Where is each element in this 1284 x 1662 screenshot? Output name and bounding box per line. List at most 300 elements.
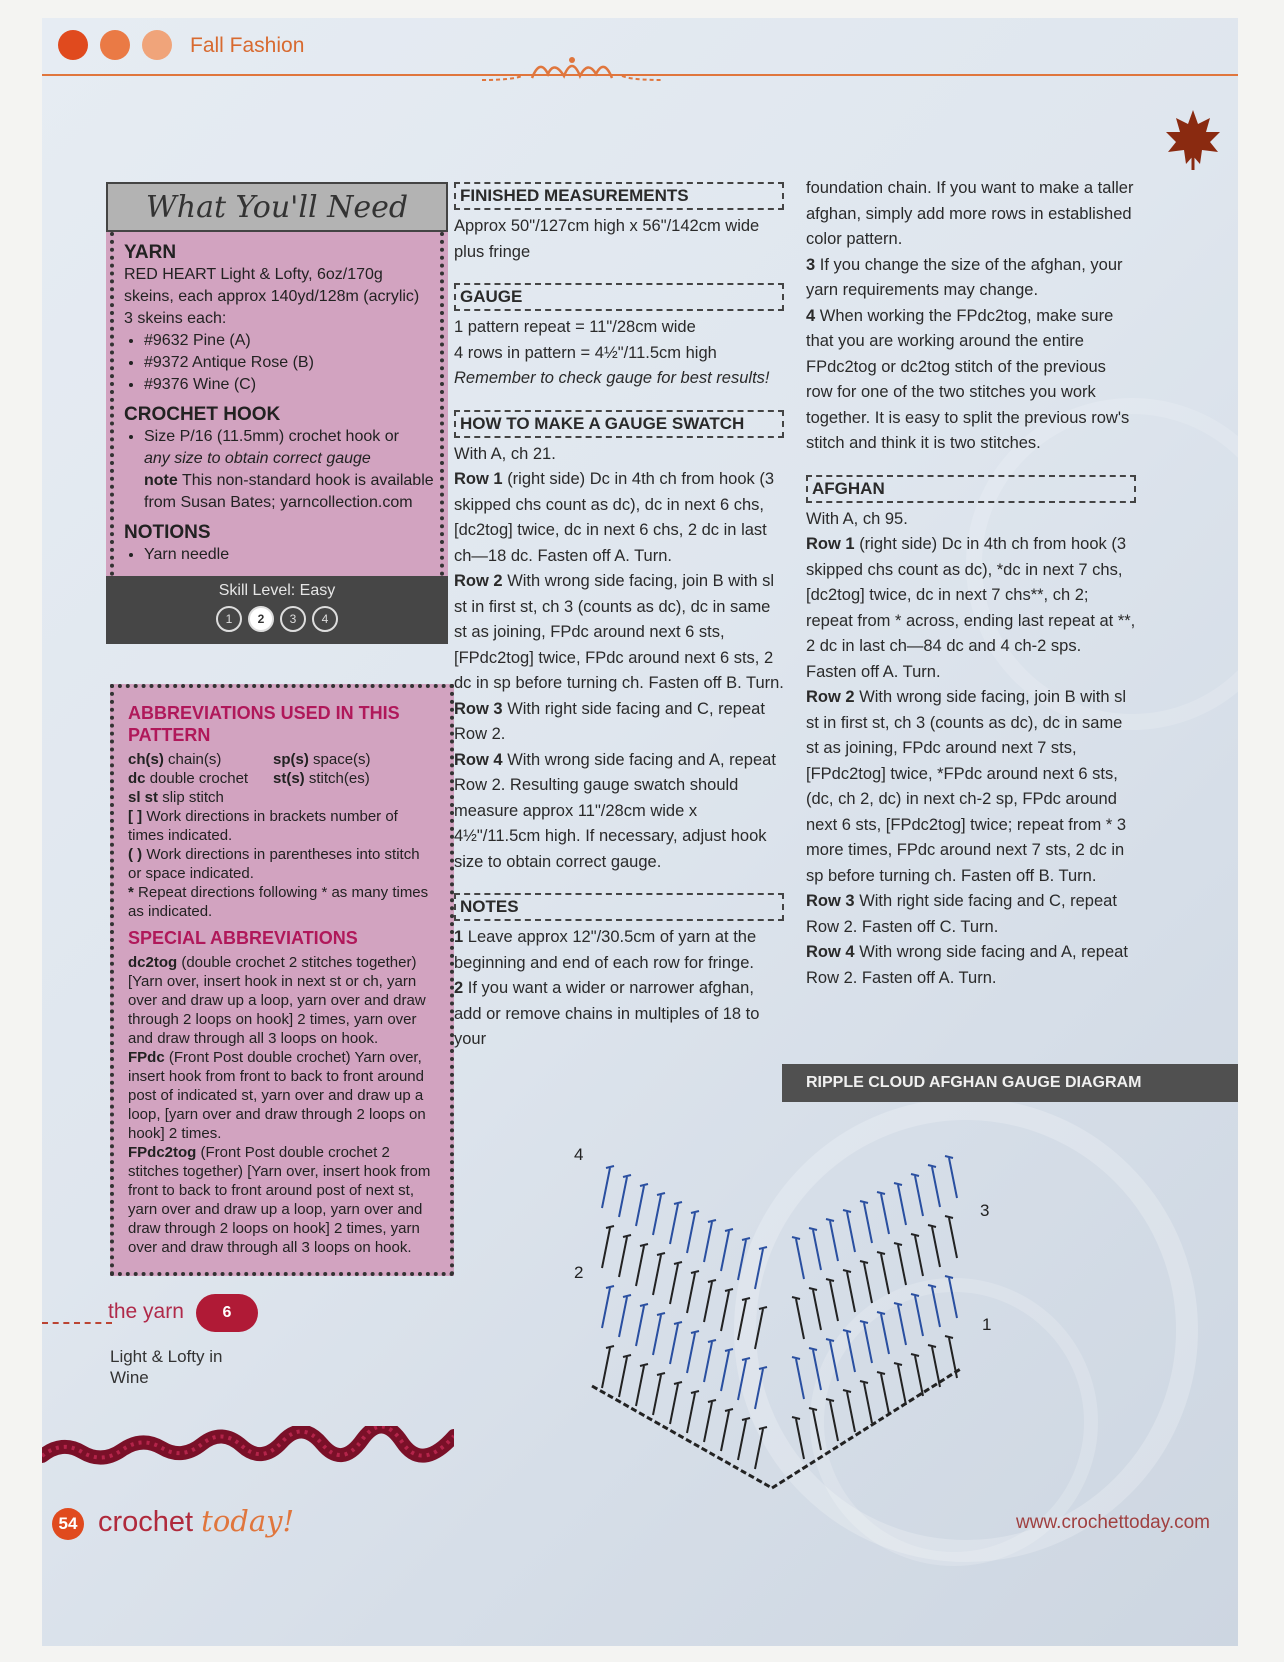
note-text: When working the FPdc2tog, make sure that you are working around the entire FPdc2tog or dc2tog stitch of the previous row for one of the two stitches you work together. It is easy to split the previous row's stitch and think it is two stitches. <box>806 306 1130 452</box>
stitch-mark <box>755 1429 763 1469</box>
yarn-feature-line: Light & Lofty in <box>110 1347 223 1366</box>
abbr-value: slip stitch <box>162 789 224 806</box>
abbreviation-item <box>273 750 433 769</box>
stitch-mark <box>759 1367 767 1369</box>
abbr-key: FPdc <box>128 1049 165 1066</box>
abbreviation-item <box>128 750 273 769</box>
stitch-mark <box>657 1253 665 1255</box>
stitch-mark <box>898 1305 906 1345</box>
stitch-mark <box>725 1289 733 1291</box>
yarn-weight-icon: 6 <box>196 1294 258 1332</box>
stitch-mark <box>708 1220 716 1222</box>
diagram-row-label: 2 <box>574 1263 584 1282</box>
abbreviation-grid <box>128 750 436 807</box>
stitch-mark <box>813 1290 821 1330</box>
stitch-mark <box>657 1313 665 1315</box>
stitch-mark <box>847 1332 855 1372</box>
stitch-mark <box>860 1261 868 1263</box>
stitch-mark <box>742 1238 750 1240</box>
row-label: Row 2 <box>454 572 503 590</box>
abbr-value: Repeat directions following * as many times as indicated. <box>128 884 429 920</box>
stitch-mark <box>949 1158 957 1198</box>
stitch-mark <box>687 1213 695 1253</box>
afghan-row <box>806 685 1136 889</box>
maple-leaf-icon <box>1160 106 1226 172</box>
abbr-value: chain(s) <box>168 751 222 768</box>
stitch-mark <box>725 1409 733 1411</box>
stitch-mark <box>796 1419 804 1459</box>
stitch-mark <box>738 1360 746 1400</box>
stitch-mark <box>606 1346 614 1348</box>
abbr-value: space(s) <box>313 751 371 768</box>
stitch-mark <box>755 1369 763 1409</box>
finished-measurements: Approx 50"/127cm high x 56"/142cm wide plus fringe <box>454 217 760 261</box>
finished-measurements-heading: FINISHED MEASUREMENTS <box>454 182 784 210</box>
stitch-mark <box>860 1381 868 1383</box>
abbr-key: st(s) <box>273 770 305 787</box>
stitch-mark <box>945 1336 953 1338</box>
stitch-mark <box>670 1384 678 1424</box>
row-text: With wrong side facing and A, repeat Row 2. Fasten off A. Turn. <box>806 943 1128 987</box>
stitch-mark <box>911 1294 919 1296</box>
note-text: If you want a wider or narrower afghan, add or remove chains in multiples of 18 to your <box>454 979 760 1048</box>
abbr-key: sp(s) <box>273 751 309 768</box>
stitch-mark <box>843 1210 851 1212</box>
hook-heading: CROCHET HOOK <box>124 404 281 425</box>
stitch-mark <box>877 1372 885 1374</box>
stitch-mark <box>864 1263 872 1303</box>
list-item: • #9632 Pine (A) <box>144 330 436 352</box>
stitch-mark <box>877 1252 885 1254</box>
abbreviation-item <box>128 883 436 921</box>
stitch-mark <box>619 1357 627 1397</box>
skill-circle: 1 <box>216 606 242 632</box>
afghan-intro: With A, ch 95. <box>806 509 908 528</box>
list-item: • #9376 Wine (C) <box>144 374 436 396</box>
stitch-mark <box>843 1270 851 1272</box>
instructions-column-2 <box>454 174 784 1053</box>
stitch-mark <box>915 1176 923 1216</box>
note-text: If you change the size of the afghan, your yarn requirements may change. <box>806 255 1123 299</box>
row-label: Row 1 <box>806 535 855 553</box>
yarn-quantity: 3 skeins each: <box>124 310 227 327</box>
stitch-mark <box>928 1345 936 1347</box>
row-text: With wrong side facing and A, repeat Row 2. Resulting gauge swatch should measure approx 11"/28cm wide x 4½"/11.5cm high. If necessary, adjust hook size to obtain correct gauge. <box>454 750 776 871</box>
note-number: 2 <box>454 979 464 997</box>
stitch-mark <box>708 1280 716 1282</box>
hook-note: This non-standard hook is available from Susan Bates; yarncollection.com <box>144 472 434 511</box>
stitch-mark <box>636 1306 644 1346</box>
stitch-mark <box>911 1174 919 1176</box>
stitch-mark <box>813 1230 821 1270</box>
hook-item: Size P/16 (11.5mm) crochet hook or <box>144 428 399 445</box>
note-number: 1 <box>454 928 464 946</box>
stitch-mark <box>792 1417 800 1419</box>
stitch-mark <box>674 1382 682 1384</box>
yarn-feature-line: Wine <box>110 1368 149 1387</box>
stitch-mark <box>860 1201 868 1203</box>
stitch-mark <box>915 1356 923 1396</box>
special-abbreviation <box>128 1048 436 1143</box>
gauge-heading: GAUGE <box>454 283 784 311</box>
note-item <box>454 976 784 1053</box>
stitch-mark <box>911 1354 919 1356</box>
stitch-mark <box>636 1246 644 1286</box>
stitch-mark <box>813 1350 821 1390</box>
stitch-mark <box>894 1363 902 1365</box>
stitch-mark <box>796 1299 804 1339</box>
note-item <box>806 253 1136 304</box>
stitch-mark <box>670 1324 678 1364</box>
stitch-mark <box>721 1291 729 1331</box>
stitch-mark <box>640 1244 648 1246</box>
afghan-row <box>806 889 1136 940</box>
stitch-mark <box>636 1366 644 1406</box>
notions-list <box>124 544 436 566</box>
ornament-icon <box>482 52 662 88</box>
abbr-key: ( ) <box>128 846 143 863</box>
stitch-mark <box>657 1193 665 1195</box>
diagram-stitches <box>592 1156 962 1488</box>
stitch-mark <box>691 1211 699 1213</box>
swatch-heading: HOW TO MAKE A GAUGE SWATCH <box>454 410 784 438</box>
stitch-mark <box>742 1358 750 1360</box>
stitch-mark <box>915 1236 923 1276</box>
yarn-feature-title: the yarn <box>108 1300 184 1323</box>
abbr-key: [ ] <box>128 808 143 825</box>
yarn-color-list <box>124 330 436 396</box>
stitch-mark <box>708 1400 716 1402</box>
stitch-mark <box>928 1165 936 1167</box>
abbr-value: Work directions in brackets number of times indicated. <box>128 808 398 844</box>
abbreviation-item <box>128 807 436 845</box>
stitch-mark <box>721 1411 729 1451</box>
dot-icon <box>142 30 172 60</box>
stitch-mark <box>687 1393 695 1433</box>
note-continued: foundation chain. If you want to make a taller afghan, simply add more rows in established color pattern. <box>806 179 1134 248</box>
list-item: • Yarn needle <box>144 544 436 566</box>
stitch-mark <box>755 1249 763 1289</box>
stitch-mark <box>809 1288 817 1290</box>
stitch-mark <box>755 1309 763 1349</box>
special-abbreviation <box>128 1143 436 1257</box>
stitch-mark <box>704 1222 712 1262</box>
row-label: Row 1 <box>454 470 503 488</box>
diagram-row-label: 1 <box>982 1315 992 1334</box>
note-item <box>454 925 784 976</box>
yarn-description: RED HEART Light & Lofty, 6oz/170g skeins, each approx 140yd/128m (acrylic) <box>124 266 420 305</box>
what-you-need-box <box>106 182 448 644</box>
stitch-mark <box>606 1286 614 1288</box>
skill-circle: 3 <box>280 606 306 632</box>
swatch-row <box>454 569 784 697</box>
row-label: Row 2 <box>806 688 855 706</box>
stitch-mark <box>881 1194 889 1234</box>
stitch-mark <box>640 1304 648 1306</box>
page-number: 54 <box>52 1508 84 1540</box>
stitch-mark <box>623 1355 631 1357</box>
stitch-mark <box>898 1185 906 1225</box>
abbreviation-item <box>128 788 273 807</box>
abbr-key: FPdc2tog <box>128 1144 197 1161</box>
stitch-mark <box>725 1349 733 1351</box>
swatch-intro: With A, ch 21. <box>454 444 556 463</box>
skill-level-bar <box>106 576 448 644</box>
skill-circle-active: 2 <box>248 606 274 632</box>
stitch-mark <box>945 1156 953 1158</box>
stitch-mark <box>894 1183 902 1185</box>
stitch-mark <box>928 1285 936 1287</box>
skill-circles <box>106 606 448 632</box>
stitch-mark <box>742 1418 750 1420</box>
abbr-value: (double crochet 2 stitches together) [Yarn over, insert hook in next st or ch, yarn over and draw up a loop, yarn over and draw through 2 loops on hook] 2 times, yarn over and draw through all 3 loops on hook. <box>128 954 426 1047</box>
list-item: • #9372 Antique Rose (B) <box>144 352 436 374</box>
abbreviation-item <box>128 845 436 883</box>
stitch-mark <box>830 1401 838 1441</box>
stitch-mark <box>725 1229 733 1231</box>
afghan-row <box>806 940 1136 991</box>
stitch-mark <box>826 1399 834 1401</box>
stitch-mark <box>674 1262 682 1264</box>
stitch-mark <box>796 1239 804 1279</box>
stitch-mark <box>687 1333 695 1373</box>
stitch-mark <box>830 1341 838 1381</box>
stitch-mark <box>674 1202 682 1204</box>
skill-value: Easy <box>299 582 336 599</box>
abbr-value: (Front Post double crochet) Yarn over, insert hook from front to back to front around post of indicated st, yarn over and draw up a loop, [yarn over and draw through 2 loops on hook] 2 times. <box>128 1049 426 1142</box>
abbr-key: dc <box>128 770 146 787</box>
stitch-mark <box>792 1357 800 1359</box>
stitch-mark <box>691 1271 699 1273</box>
swatch-row <box>454 748 784 876</box>
stitch-mark <box>721 1231 729 1271</box>
brand-word: today! <box>201 1504 295 1538</box>
stitch-mark <box>945 1276 953 1278</box>
brand-word: crochet <box>98 1506 194 1538</box>
row-text: (right side) Dc in 4th ch from hook (3 skipped chs count as dc), *dc in next 7 chs, [dc2tog] twice, dc in next 7 chs**, ch 2; repeat from * across, ending last repeat at **, 2 dc in last ch—84 dc and 4 ch-2 sps. Fasten off A. Turn. <box>806 535 1136 681</box>
stitch-mark <box>792 1297 800 1299</box>
stitch-mark <box>928 1225 936 1227</box>
hook-gauge: any size to obtain correct gauge <box>144 450 371 467</box>
stitch-mark <box>623 1175 631 1177</box>
stitch-mark <box>847 1272 855 1312</box>
stitch-mark <box>653 1195 661 1235</box>
stitch-mark <box>796 1359 804 1399</box>
gauge-reminder: Remember to check gauge for best results! <box>454 369 770 387</box>
instructions-column-3 <box>806 176 1136 991</box>
stitch-mark <box>670 1264 678 1304</box>
stitch-mark <box>809 1228 817 1230</box>
dot-icon <box>58 30 88 60</box>
skill-circle: 4 <box>312 606 338 632</box>
stitch-mark <box>847 1392 855 1432</box>
stitch-mark <box>898 1245 906 1285</box>
stitch-mark <box>738 1300 746 1340</box>
brand-logo <box>98 1504 294 1539</box>
stitch-mark <box>877 1192 885 1194</box>
stitch-mark <box>691 1391 699 1393</box>
stitch-mark <box>932 1227 940 1267</box>
stitch-mark <box>945 1216 953 1218</box>
stitch-mark <box>759 1307 767 1309</box>
stitch-mark <box>619 1297 627 1337</box>
section-name: Fall Fashion <box>190 34 305 57</box>
stitch-mark <box>826 1219 834 1221</box>
stitch-mark <box>708 1340 716 1342</box>
stitch-mark <box>674 1322 682 1324</box>
stitch-mark <box>602 1228 610 1268</box>
stitch-mark <box>619 1177 627 1217</box>
chain-mark <box>592 1368 962 1488</box>
stitch-mark <box>809 1348 817 1350</box>
note-text: Leave approx 12"/30.5cm of yarn at the beginning and end of each row for fringe. <box>454 928 757 972</box>
stitch-mark <box>932 1287 940 1327</box>
stitch-mark <box>602 1288 610 1328</box>
stitch-mark <box>932 1167 940 1207</box>
stitch-mark <box>864 1323 872 1363</box>
row-label: Row 3 <box>806 892 855 910</box>
notions-heading: NOTIONS <box>124 522 211 543</box>
note-item <box>806 304 1136 457</box>
stitch-mark <box>864 1383 872 1423</box>
stitch-mark <box>843 1330 851 1332</box>
stitch-mark <box>830 1281 838 1321</box>
gauge-diagram <box>562 1118 1002 1498</box>
diagram-row-label: 3 <box>980 1201 990 1220</box>
magazine-page <box>42 18 1238 1646</box>
abbreviations-box <box>110 684 454 1276</box>
abbreviation-item <box>128 769 273 788</box>
stitch-mark <box>742 1298 750 1300</box>
stitch-mark <box>898 1365 906 1405</box>
diagram-title: RIPPLE CLOUD AFGHAN GAUGE DIAGRAM <box>782 1064 1238 1102</box>
stitch-mark <box>826 1339 834 1341</box>
stitch-mark <box>894 1303 902 1305</box>
stitch-mark <box>623 1235 631 1237</box>
skill-label-text: Skill Level: <box>218 582 296 599</box>
stitch-mark <box>830 1221 838 1261</box>
gauge-line: 1 pattern repeat = 11"/28cm wide <box>454 318 696 336</box>
stitch-mark <box>877 1312 885 1314</box>
stitch-mark <box>949 1278 957 1318</box>
abbr-value: double crochet <box>149 770 249 787</box>
stitch-mark <box>949 1338 957 1378</box>
stitch-mark <box>704 1282 712 1322</box>
stitch-mark <box>691 1331 699 1333</box>
gauge-line: 4 rows in pattern = 4½"/11.5cm high <box>454 343 717 362</box>
stitch-mark <box>813 1410 821 1450</box>
stitch-mark <box>915 1296 923 1336</box>
stitch-mark <box>759 1247 767 1249</box>
skill-label <box>106 582 448 600</box>
abbreviation-item <box>273 769 433 788</box>
stitch-mark <box>704 1402 712 1442</box>
note-number: 4 <box>806 306 816 325</box>
yarn-heading: YARN <box>124 242 177 263</box>
yarn-strand-icon <box>42 1426 454 1466</box>
row-label: Row 3 <box>454 699 503 718</box>
stitch-mark <box>704 1342 712 1382</box>
notes-heading: NOTES <box>454 893 784 921</box>
stitch-mark <box>759 1427 767 1429</box>
row-text: With wrong side facing, join B with sl st in first st, ch 3 (counts as dc), dc in same st as joining, FPdc around next 6 sts, [FPdc2tog] twice, FPdc around next 6 sts, 2 dc in sp before turning ch. Fasten off B. Turn. <box>454 572 784 692</box>
stitch-mark <box>606 1166 614 1168</box>
stitch-mark <box>792 1237 800 1239</box>
abbr-key: sl st <box>128 789 159 806</box>
stitch-mark <box>864 1203 872 1243</box>
note-number: 3 <box>806 255 816 274</box>
stitch-mark <box>949 1218 957 1258</box>
hook-list <box>124 426 436 514</box>
abbr-value: stitch(es) <box>308 770 370 787</box>
yarn-feature-desc <box>110 1346 222 1388</box>
stitch-mark <box>602 1348 610 1388</box>
stitch-mark <box>640 1364 648 1366</box>
abbr-key: ch(s) <box>128 751 164 768</box>
stitch-mark <box>640 1184 648 1186</box>
website-url: www.crochettoday.com <box>1016 1512 1210 1533</box>
abbr-value: (Front Post double crochet 2 stitches together) [Yarn over, insert hook from front to back to front around post of next st, yarn over and draw up a loop, yarn over and draw through 2 loops on hook] 2 times, yarn over and draw through all 3 loops on hook. <box>128 1144 431 1256</box>
stitch-mark <box>623 1295 631 1297</box>
stitch-mark <box>932 1347 940 1387</box>
stitch-mark <box>738 1420 746 1460</box>
swatch-row <box>454 467 784 569</box>
stitch-mark <box>619 1237 627 1277</box>
stitch-mark <box>843 1390 851 1392</box>
stitch-mark <box>657 1373 665 1375</box>
stitch-mark <box>653 1375 661 1415</box>
stitch-mark <box>636 1186 644 1226</box>
hook-note-label: note <box>144 472 178 489</box>
stitch-mark <box>881 1314 889 1354</box>
stitch-mark <box>738 1240 746 1280</box>
row-label: Row 4 <box>806 943 855 961</box>
stitch-mark <box>670 1204 678 1244</box>
row-text: With right side facing and C, repeat Row 2. Fasten off C. Turn. <box>806 892 1117 936</box>
abbr-key: * <box>128 884 134 901</box>
stitch-mark <box>894 1243 902 1245</box>
stitch-mark <box>721 1351 729 1391</box>
special-abbreviations-title: SPECIAL ABBREVIATIONS <box>128 928 358 948</box>
swatch-row <box>454 697 784 748</box>
row-label: Row 4 <box>454 750 503 769</box>
header-dots <box>58 30 172 60</box>
stitch-mark <box>881 1374 889 1414</box>
stitch-mark <box>826 1279 834 1281</box>
abbr-key: dc2tog <box>128 954 178 971</box>
diagram-row-label: 4 <box>574 1145 584 1164</box>
stitch-mark <box>847 1212 855 1252</box>
stitch-mark <box>809 1408 817 1410</box>
row-text: With wrong side facing, join B with sl st in first st, ch 3 (counts as dc), dc in same st as joining, FPdc around next 7 sts, [FPdc2tog] twice, *FPdc around next 6 sts, (dc, ch 2, dc) in next ch-2 sp, FPdc around next 6 sts, [FPdc2tog] twice; repeat from * 3 more times, FPdc around next 7 sts, 2 dc in sp before turning ch. Fasten off B. Turn. <box>806 688 1127 885</box>
stitch-mark <box>881 1254 889 1294</box>
afghan-heading: AFGHAN <box>806 475 1136 503</box>
stitch-mark <box>653 1315 661 1355</box>
stitch-mark <box>653 1255 661 1295</box>
row-text: With right side facing and C, repeat Row 2. <box>454 699 765 743</box>
yarn-dash-line <box>42 1322 112 1324</box>
dot-icon <box>100 30 130 60</box>
abbr-value: Work directions in parentheses into stitch or space indicated. <box>128 846 420 882</box>
what-you-need-title: What You'll Need <box>106 182 448 232</box>
row-text: (right side) Dc in 4th ch from hook (3 skipped chs count as dc), dc in next 6 chs, [dc2tog] twice, dc in next 6 chs, 2 dc in last ch—18 dc. Fasten off A. Turn. <box>454 470 775 565</box>
stitch-mark <box>602 1168 610 1208</box>
stitch-mark <box>860 1321 868 1323</box>
abbreviations-title: ABBREVIATIONS USED IN THIS PATTERN <box>128 703 400 745</box>
list-item <box>144 426 436 514</box>
stitch-mark <box>911 1234 919 1236</box>
stitch-mark <box>687 1273 695 1313</box>
